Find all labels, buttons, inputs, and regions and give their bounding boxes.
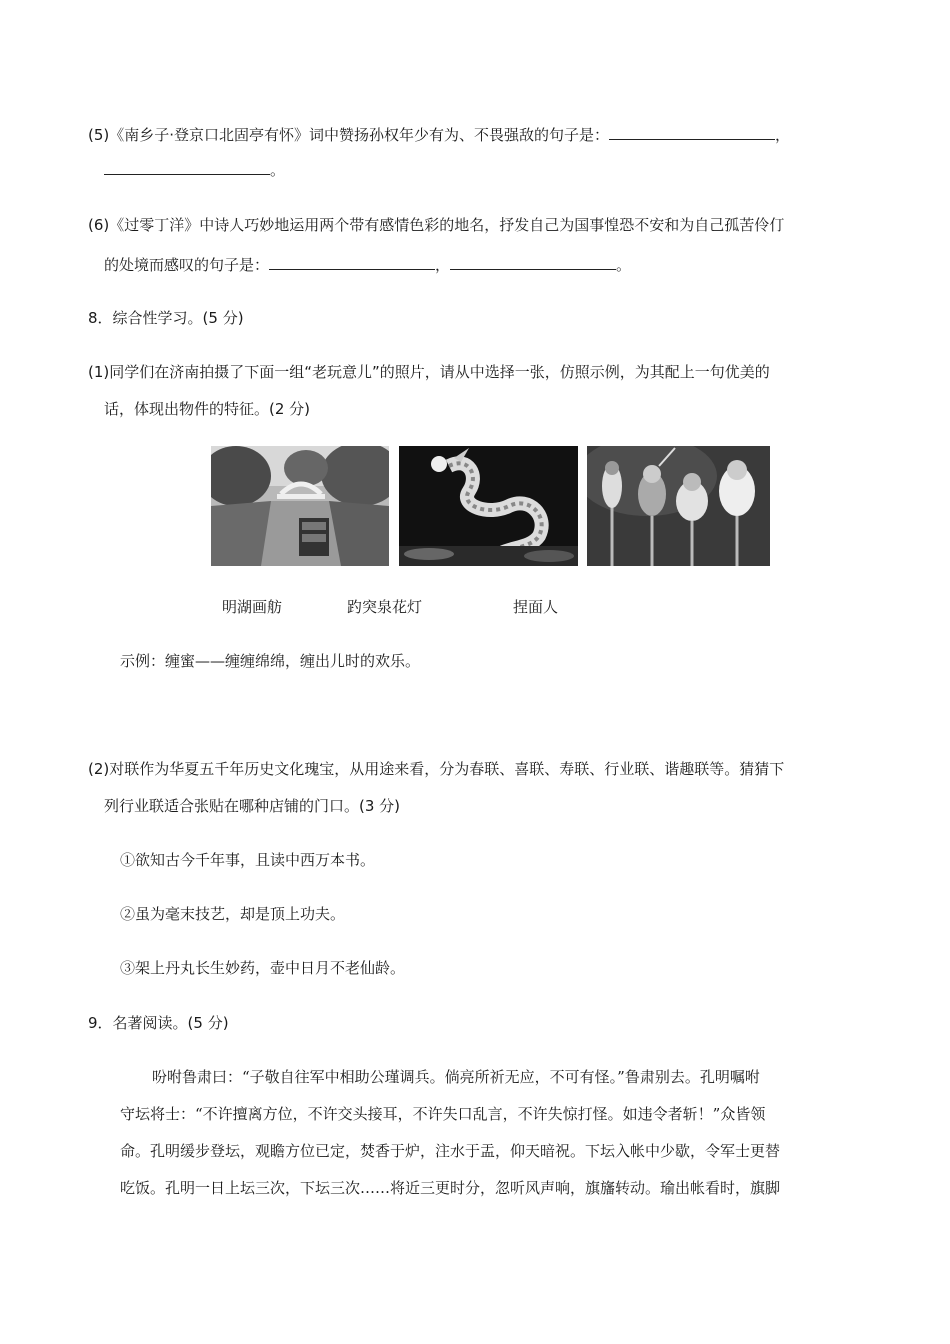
question-7-item-6 (88, 215, 784, 235)
answer-blank[interactable] (450, 255, 616, 270)
couplet-3: ③架上丹丸长生妙药，壶中日月不老仙龄。 (120, 959, 406, 977)
separator: ， (435, 256, 451, 274)
photo-lake-boat (211, 446, 389, 566)
question-7-item-6-cont (104, 255, 631, 275)
question-8-part-2-cont: 列行业联适合张贴在哪种店铺的门口。(3 分) (104, 797, 401, 815)
couplet-1: ①欲知古今千年事，且读中西万本书。 (120, 851, 376, 869)
separator: ， (775, 126, 791, 144)
question-8-part-1: (1)同学们在济南拍摄了下面一组“老玩意儿”的照片，请从中选择一张，仿照示例，为其配上一句优美的 (88, 363, 770, 381)
item-6-text-cont: 的处境而感叹的句子是： (104, 256, 270, 274)
question-7-item-5 (88, 125, 790, 145)
couplet-2: ②虽为毫末技艺，却是顶上功夫。 (120, 905, 346, 923)
answer-blank[interactable] (609, 125, 775, 140)
passage-line-1: 吩咐鲁肃曰：“子敬自往军中相助公瑾调兵。倘亮所祈无应，不可有怪。”鲁肃别去。孔明嘱咐 (152, 1068, 760, 1086)
passage-line-3: 命。孔明缓步登坛，观瞻方位已定，焚香于炉，注水于盂，仰天暗祝。下坛入帐中少歇，令军士更替 (120, 1142, 781, 1160)
answer-blank[interactable] (269, 255, 435, 270)
period: 。 (616, 256, 632, 274)
question-9-heading: 9．名著阅读。(5 分) (88, 1014, 229, 1032)
question-8-part-1-cont: 话，体现出物件的特征。(2 分) (104, 400, 311, 418)
caption-lake-boat: 明湖画舫 (222, 598, 283, 616)
photo-dragon-lantern (399, 446, 578, 566)
item-6-text: (6)《过零丁洋》中诗人巧妙地运用两个带有感情色彩的地名，抒发自己为国事惶恐不安和为自己孤苦伶仃 (88, 216, 785, 234)
caption-dragon-lantern: 趵突泉花灯 (347, 598, 423, 616)
period: 。 (270, 161, 286, 179)
caption-dough-figurines: 捏面人 (513, 598, 559, 616)
answer-blank[interactable] (104, 160, 270, 175)
photo-dough-figurines (587, 446, 770, 566)
passage-line-2: 守坛将士：“不许擅离方位，不许交头接耳，不许失口乱言，不许失惊打怪。如违令者斩！”众皆领 (120, 1105, 766, 1123)
question-8-part-2: (2)对联作为华夏五千年历史文化瑰宝，从用途来看，分为春联、喜联、寿联、行业联、谐趣联等。猜猜下 (88, 760, 785, 778)
item-5-text: (5)《南乡子·登京口北固亭有怀》词中赞扬孙权年少有为、不畏强敌的句子是： (88, 126, 610, 144)
passage-line-4: 吃饭。孔明一日上坛三次，下坛三次……将近三更时分，忽听风声响，旗旛转动。瑜出帐看时，旗脚 (120, 1179, 781, 1197)
question-7-item-5-cont (104, 160, 285, 180)
question-8-heading: 8．综合性学习。(5 分) (88, 309, 244, 327)
example-text: 示例：缠蜜——缠缠绵绵，缠出儿时的欢乐。 (120, 652, 421, 670)
